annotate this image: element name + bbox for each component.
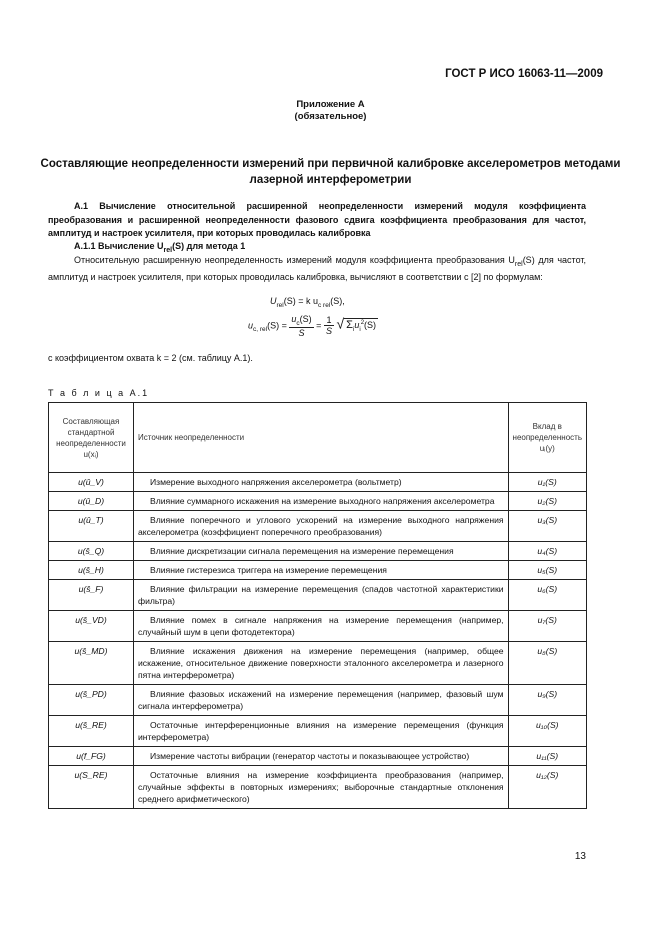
f2-fraction-1: [289, 314, 313, 338]
cell-contribution: u₁₂(S): [508, 766, 586, 809]
sqrt-icon: √: [336, 315, 345, 332]
table-row: [49, 611, 587, 642]
table-row: [49, 511, 587, 542]
f1-lhs: U: [270, 296, 277, 306]
f2-fraction-2: [324, 315, 334, 336]
table-row: [49, 561, 587, 580]
table-header-row: [49, 403, 587, 473]
cell-source: [134, 642, 509, 685]
intro-sub: rel: [514, 260, 523, 268]
cell-component: u(ŝ_Q): [49, 542, 134, 561]
cell-source: [134, 685, 509, 716]
annex-status: (обязательное): [294, 111, 367, 122]
f1-lhs-arg: (S) = k u: [283, 296, 318, 306]
cell-source: [134, 580, 509, 611]
cell-contribution: u₁₀(S): [508, 716, 586, 747]
cell-source: [134, 611, 509, 642]
f2-term-sub: i: [359, 327, 361, 334]
cell-source-text: Влияние поперечного и углового ускорений на измерение выходного напряжения акселерометра (коэффициент поперечного преобразования): [138, 515, 504, 537]
cell-source-text: Влияние фильтрации на измерение перемещения (спадов частотной характеристики фильтра): [138, 584, 504, 606]
cell-component: u(ŝ_F): [49, 580, 134, 611]
f2-den2: S: [325, 326, 332, 337]
cell-source: [134, 473, 509, 492]
table-row: [49, 642, 587, 685]
cell-source-text: Влияние суммарного искажения на измерение выходного напряжения акселерометра: [150, 496, 495, 506]
f2-den: S: [298, 327, 305, 338]
a11-heading-sub: rel: [163, 246, 173, 254]
f2-term-sup: 2: [360, 320, 365, 327]
f1-lhs-sub: rel: [276, 301, 284, 309]
header-contribution: Вклад в неопределенность uᵢ(y): [508, 403, 586, 473]
f2-term-arg: (S): [364, 320, 377, 331]
cell-source: [134, 492, 509, 511]
cell-component: u(ŝ_MD): [49, 642, 134, 685]
formula-2: [248, 314, 378, 338]
cell-source: [134, 747, 509, 766]
f1-rhs-arg: (S),: [330, 296, 345, 306]
cell-component: u(ŝ_VD): [49, 611, 134, 642]
cell-contribution: u₈(S): [508, 642, 586, 685]
table-row: [49, 766, 587, 809]
table-caption: Т а б л и ц а А.1: [48, 388, 150, 398]
header-source: Источник неопределенности: [134, 403, 509, 473]
intro-rest: (S) для частот, амплитуд и настроек усилителя, при которых проводилась калибровка, вычисляют в соответствии с [2] по формулам:: [48, 255, 587, 283]
f2-sum: Σ: [346, 319, 353, 332]
table-row: [49, 747, 587, 766]
cell-component: u(û_T): [49, 511, 134, 542]
a11-heading-text: А.1.1 Вычисление U: [74, 241, 164, 251]
table-row: [49, 580, 587, 611]
f2-lhs-arg: (S) =: [267, 320, 287, 331]
table-row: [49, 473, 587, 492]
cell-contribution: u₅(S): [508, 561, 586, 580]
cell-source: [134, 542, 509, 561]
cell-component: u(ŝ_H): [49, 561, 134, 580]
table-row: [49, 716, 587, 747]
intro-text: Относительную расширенную неопределенность измерений модуля коэффициента преобразования U: [74, 255, 515, 265]
a11-heading-rest: (S) для метода 1: [172, 241, 246, 251]
section-title: Составляющие неопределенности измерений при первичной калибровке акселерометров методами лазерной интерферометрии: [40, 158, 621, 186]
f2-sum-index: i: [352, 327, 355, 334]
cell-contribution: u₇(S): [508, 611, 586, 642]
table-row: [49, 492, 587, 511]
cell-component: u(S_RE): [49, 766, 134, 809]
coverage-text: с коэффициентом охвата k = 2 (см. таблицу А.1).: [48, 353, 253, 363]
cell-contribution: u₁(S): [508, 473, 586, 492]
f2-radicand: [344, 318, 378, 333]
cell-source: [134, 766, 509, 809]
f2-num-sub: c: [296, 319, 300, 327]
f2-num-arg: (S): [299, 314, 312, 324]
cell-source-text: Измерение выходного напряжения акселерометра (вольтметр): [150, 477, 402, 487]
cell-component: u(f_FG): [49, 747, 134, 766]
cell-component: u(ŝ_RE): [49, 716, 134, 747]
table-row: [49, 542, 587, 561]
f2-lhs-sub: c, rel: [253, 326, 268, 334]
cell-source-text: Влияние дискретизации сигнала перемещения на измерение перемещения: [150, 546, 454, 556]
f2-lhs: u: [248, 320, 254, 331]
cell-contribution: u₁₁(S): [508, 747, 586, 766]
table-row: [49, 685, 587, 716]
cell-component: u(ŝ_PD): [49, 685, 134, 716]
intro-paragraph: [48, 254, 586, 285]
cell-component: u(û_V): [49, 473, 134, 492]
cell-component: u(û_D): [49, 492, 134, 511]
cell-contribution: u₄(S): [508, 542, 586, 561]
cell-source: [134, 561, 509, 580]
header-component: Составляющая стандартной неопределенности u(xᵢ): [49, 403, 134, 473]
cell-source-text: Влияние фазовых искажений на измерение перемещения (например, фазовый шум сигнала интерферометра): [138, 689, 504, 711]
cell-source-text: Влияние гистерезиса триггера на измерение перемещения: [150, 565, 387, 575]
f1-rhs-sub: c rel: [318, 301, 331, 309]
cell-source-text: Остаточные влияния на измерение коэффициента преобразования (например, случайные эффекты в повторных измерениях; выборочные стандартные отклонения среднего арифметического): [138, 770, 504, 804]
annex-title: Приложение А: [296, 99, 365, 110]
f2-one: 1: [324, 315, 334, 326]
formula-1: [270, 296, 345, 309]
cell-source-text: Остаточные интерференционные влияния на измерение перемещения (функция интерферометра): [138, 720, 504, 742]
cell-contribution: u₆(S): [508, 580, 586, 611]
cell-source-text: Влияние искажения движения на измерение перемещения (например, общее искажение, относительное движение поверхности эталонного акселерометра и лазерного пятна интерферометра): [138, 646, 504, 680]
cell-contribution: u₃(S): [508, 511, 586, 542]
cell-source-text: Измерение частоты вибрации (генератор частоты и показывающее устройство): [150, 751, 470, 761]
cell-source-text: Влияние помех в сигнале напряжения на измерение перемещения (например, случайный шум в цепи фотодетектора): [138, 615, 504, 637]
cell-contribution: u₂(S): [508, 492, 586, 511]
standard-designation: ГОСТ Р ИСО 16063-11—2009: [445, 68, 603, 80]
cell-contribution: u₉(S): [508, 685, 586, 716]
cell-source: [134, 716, 509, 747]
f2-term: u: [354, 320, 360, 331]
f2-eq: =: [316, 320, 322, 331]
cell-source: [134, 511, 509, 542]
page-number: 13: [574, 851, 586, 862]
f2-num: u: [291, 314, 297, 324]
a1-heading: А.1 Вычисление относительной расширенной неопределенности измерений модуля коэффициента преобразования и расширенной неопределенности фазового сдвига коэффициента преобразования для частот, амплитуд и настроек усилителя, при которых проводилась калибровка: [48, 201, 586, 238]
uncertainty-table: [48, 402, 587, 809]
